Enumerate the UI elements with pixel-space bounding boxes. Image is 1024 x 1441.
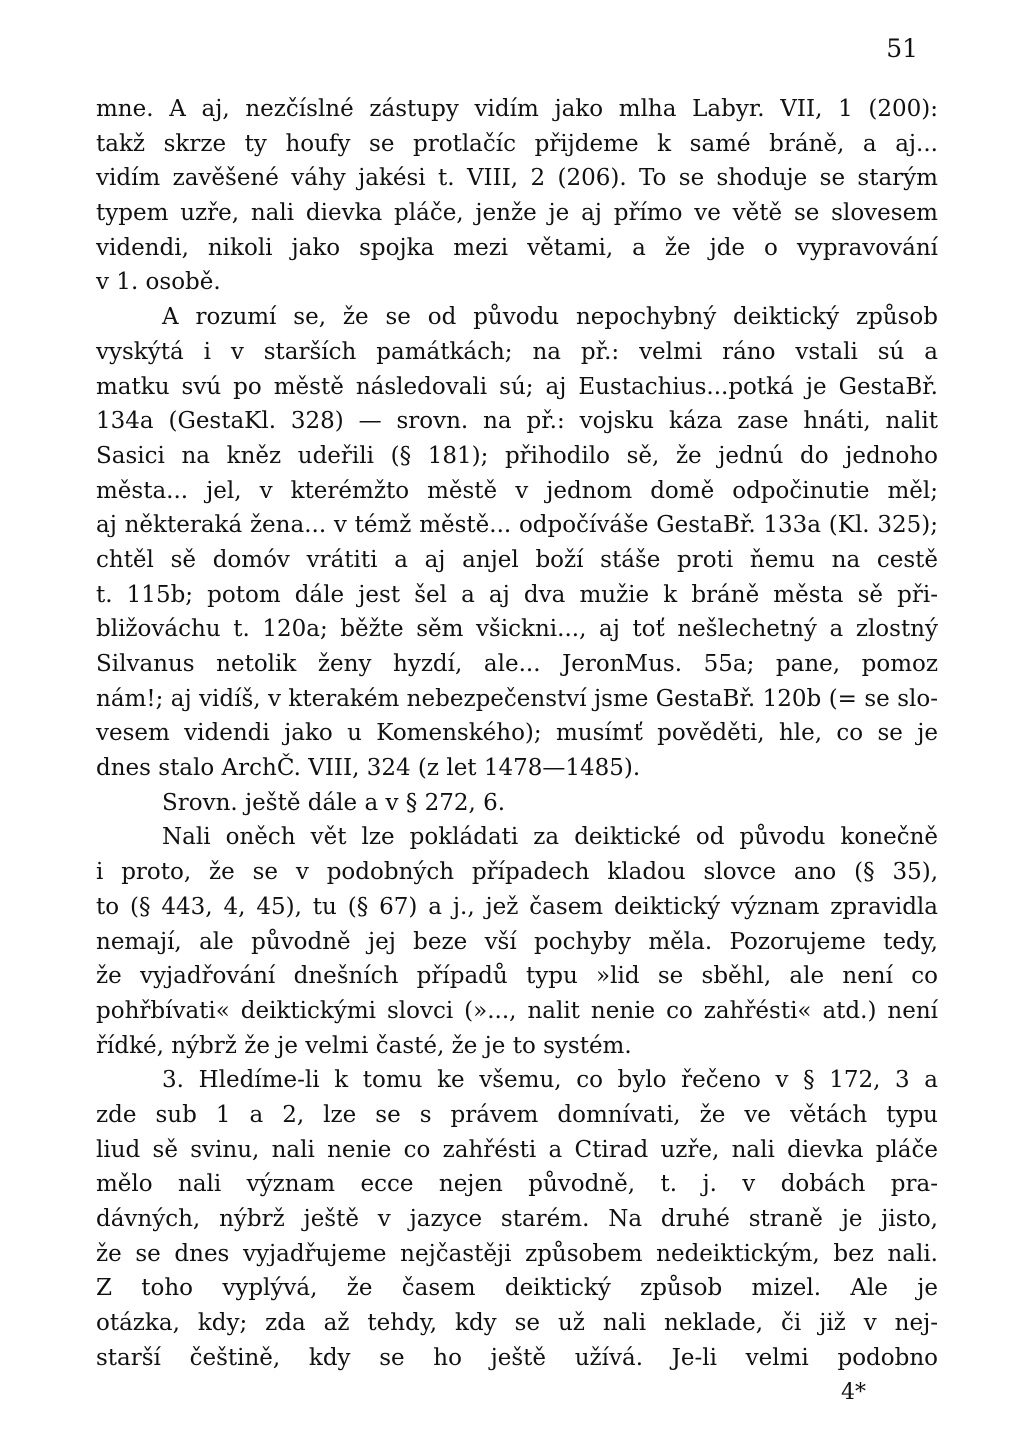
- text-line: liud sě svinu, nali nenie co zahřésti a Ctirad uzře, nali dievka pláče: [96, 1136, 938, 1163]
- text-line: města... jel, v kterémžto městě v jednom domě odpočinutie měl;: [96, 477, 938, 504]
- text-line: zde sub 1 a 2, lze se s právem domnívati, že ve větách typu: [96, 1101, 938, 1128]
- text-line: mne. A aj, nezčíslné zástupy vidím jako mlha Labyr. VII, 1 (200):: [96, 96, 938, 122]
- text-line: starší češtině, kdy se ho ještě užívá. Je-li velmi podobno: [96, 1344, 938, 1371]
- text-line: vesem videndi jako u Komenského); musímť pověděti, hle, co se je: [96, 720, 938, 747]
- text-line: mělo nali význam ecce nejen původně, t. j. v dobách pra-: [96, 1171, 938, 1198]
- text-line: to (§ 443, 4, 45), tu (§ 67) a j., jež časem deiktický význam zpravidla: [96, 893, 938, 920]
- text-line: i proto, že se v podobných případech kladou slovce ano (§ 35),: [96, 859, 938, 886]
- text-line: Z toho vyplývá, že časem deiktický způsob mizel. Ale je: [96, 1275, 938, 1302]
- text-line: v 1. osobě.: [96, 269, 221, 296]
- text-line: matku svú po městě následovali sú; aj Eustachius...potká je GestaBř.: [96, 373, 938, 400]
- text-line: dnes stalo ArchČ. VIII, 324 (z let 1478—1485).: [96, 755, 641, 782]
- text-line: bližováchu t. 120a; běžte sěm všickni..., aj toť nešlechetný a zlostný: [96, 616, 938, 643]
- text-line: že se dnes vyjadřujeme nejčastěji způsobem nedeiktickým, bez nali.: [96, 1240, 938, 1267]
- text-line: t. 115b; potom dále jest šel a aj dva mužie k bráně města sě při-: [96, 581, 938, 608]
- text-line: dávných, nýbrž ještě v jazyce starém. Na druhé straně je jisto,: [96, 1206, 938, 1232]
- text-line: vyskýtá i v starších památkách; na př.: velmi ráno vstali sú a: [96, 338, 938, 365]
- text-line: Nali oněch vět lze pokládati za deiktické od původu konečně: [162, 824, 938, 851]
- body-text: [96, 92, 938, 1375]
- text-line: aj některaká žena... v témž městě... odpočíváše GestaBř. 133a (Kl. 325);: [96, 512, 938, 539]
- printer-signature: 4*: [841, 1380, 866, 1405]
- page-number: 51: [886, 34, 918, 63]
- text-line: takž skrze ty houfy se protlačíc přijdeme k samé bráně, a aj...: [96, 130, 938, 157]
- text-line: Silvanus netolik ženy hyzdí, ale... JeronMus. 55a; pane, pomoz: [96, 651, 938, 677]
- text-line: A rozumí se, že se od původu nepochybný deiktický způsob: [162, 304, 938, 331]
- text-line: že vyjadřování dnešních případů typu »lid se sběhl, ale není co: [96, 963, 938, 990]
- text-line: 134a (GestaKl. 328) — srovn. na př.: vojsku káza zase hnáti, nalit: [96, 408, 938, 435]
- text-line: videndi, nikoli jako spojka mezi větami, a že jde o vypravování: [96, 234, 938, 261]
- text-line: typem uzře, nali dievka pláče, jenže je aj přímo ve větě se slovesem: [96, 200, 938, 227]
- text-line: 3. Hledíme-li k tomu ke všemu, co bylo řečeno v § 172, 3 a: [162, 1067, 938, 1094]
- text-line: Srovn. ještě dále a v § 272, 6.: [162, 789, 506, 816]
- text-line: vidím zavěšené váhy jakési t. VIII, 2 (206). To se shoduje se starým: [96, 165, 938, 192]
- text-line: nám!; aj vidíš, v kterakém nebezpečenství jsme GestaBř. 120b (= se slo-: [96, 685, 938, 712]
- text-line: Sasici na kněz udeřili (§ 181); přihodilo sě, že jednú do jednoho: [96, 442, 938, 469]
- text-line: nemají, ale původně jej beze vší pochyby měla. Pozorujeme tedy,: [96, 928, 938, 955]
- text-line: chtěl sě domóv vrátiti a aj anjel boží stáše proti ňemu na cestě: [96, 546, 938, 573]
- text-line: otázka, kdy; zda až tehdy, kdy se už nali neklade, či již v nej-: [96, 1310, 938, 1337]
- text-line: řídké, nýbrž že je velmi časté, že je to systém.: [96, 1032, 632, 1059]
- text-line: pohřbívati« deiktickými slovci (»..., nalit nenie co zahřésti« atd.) není: [96, 997, 938, 1024]
